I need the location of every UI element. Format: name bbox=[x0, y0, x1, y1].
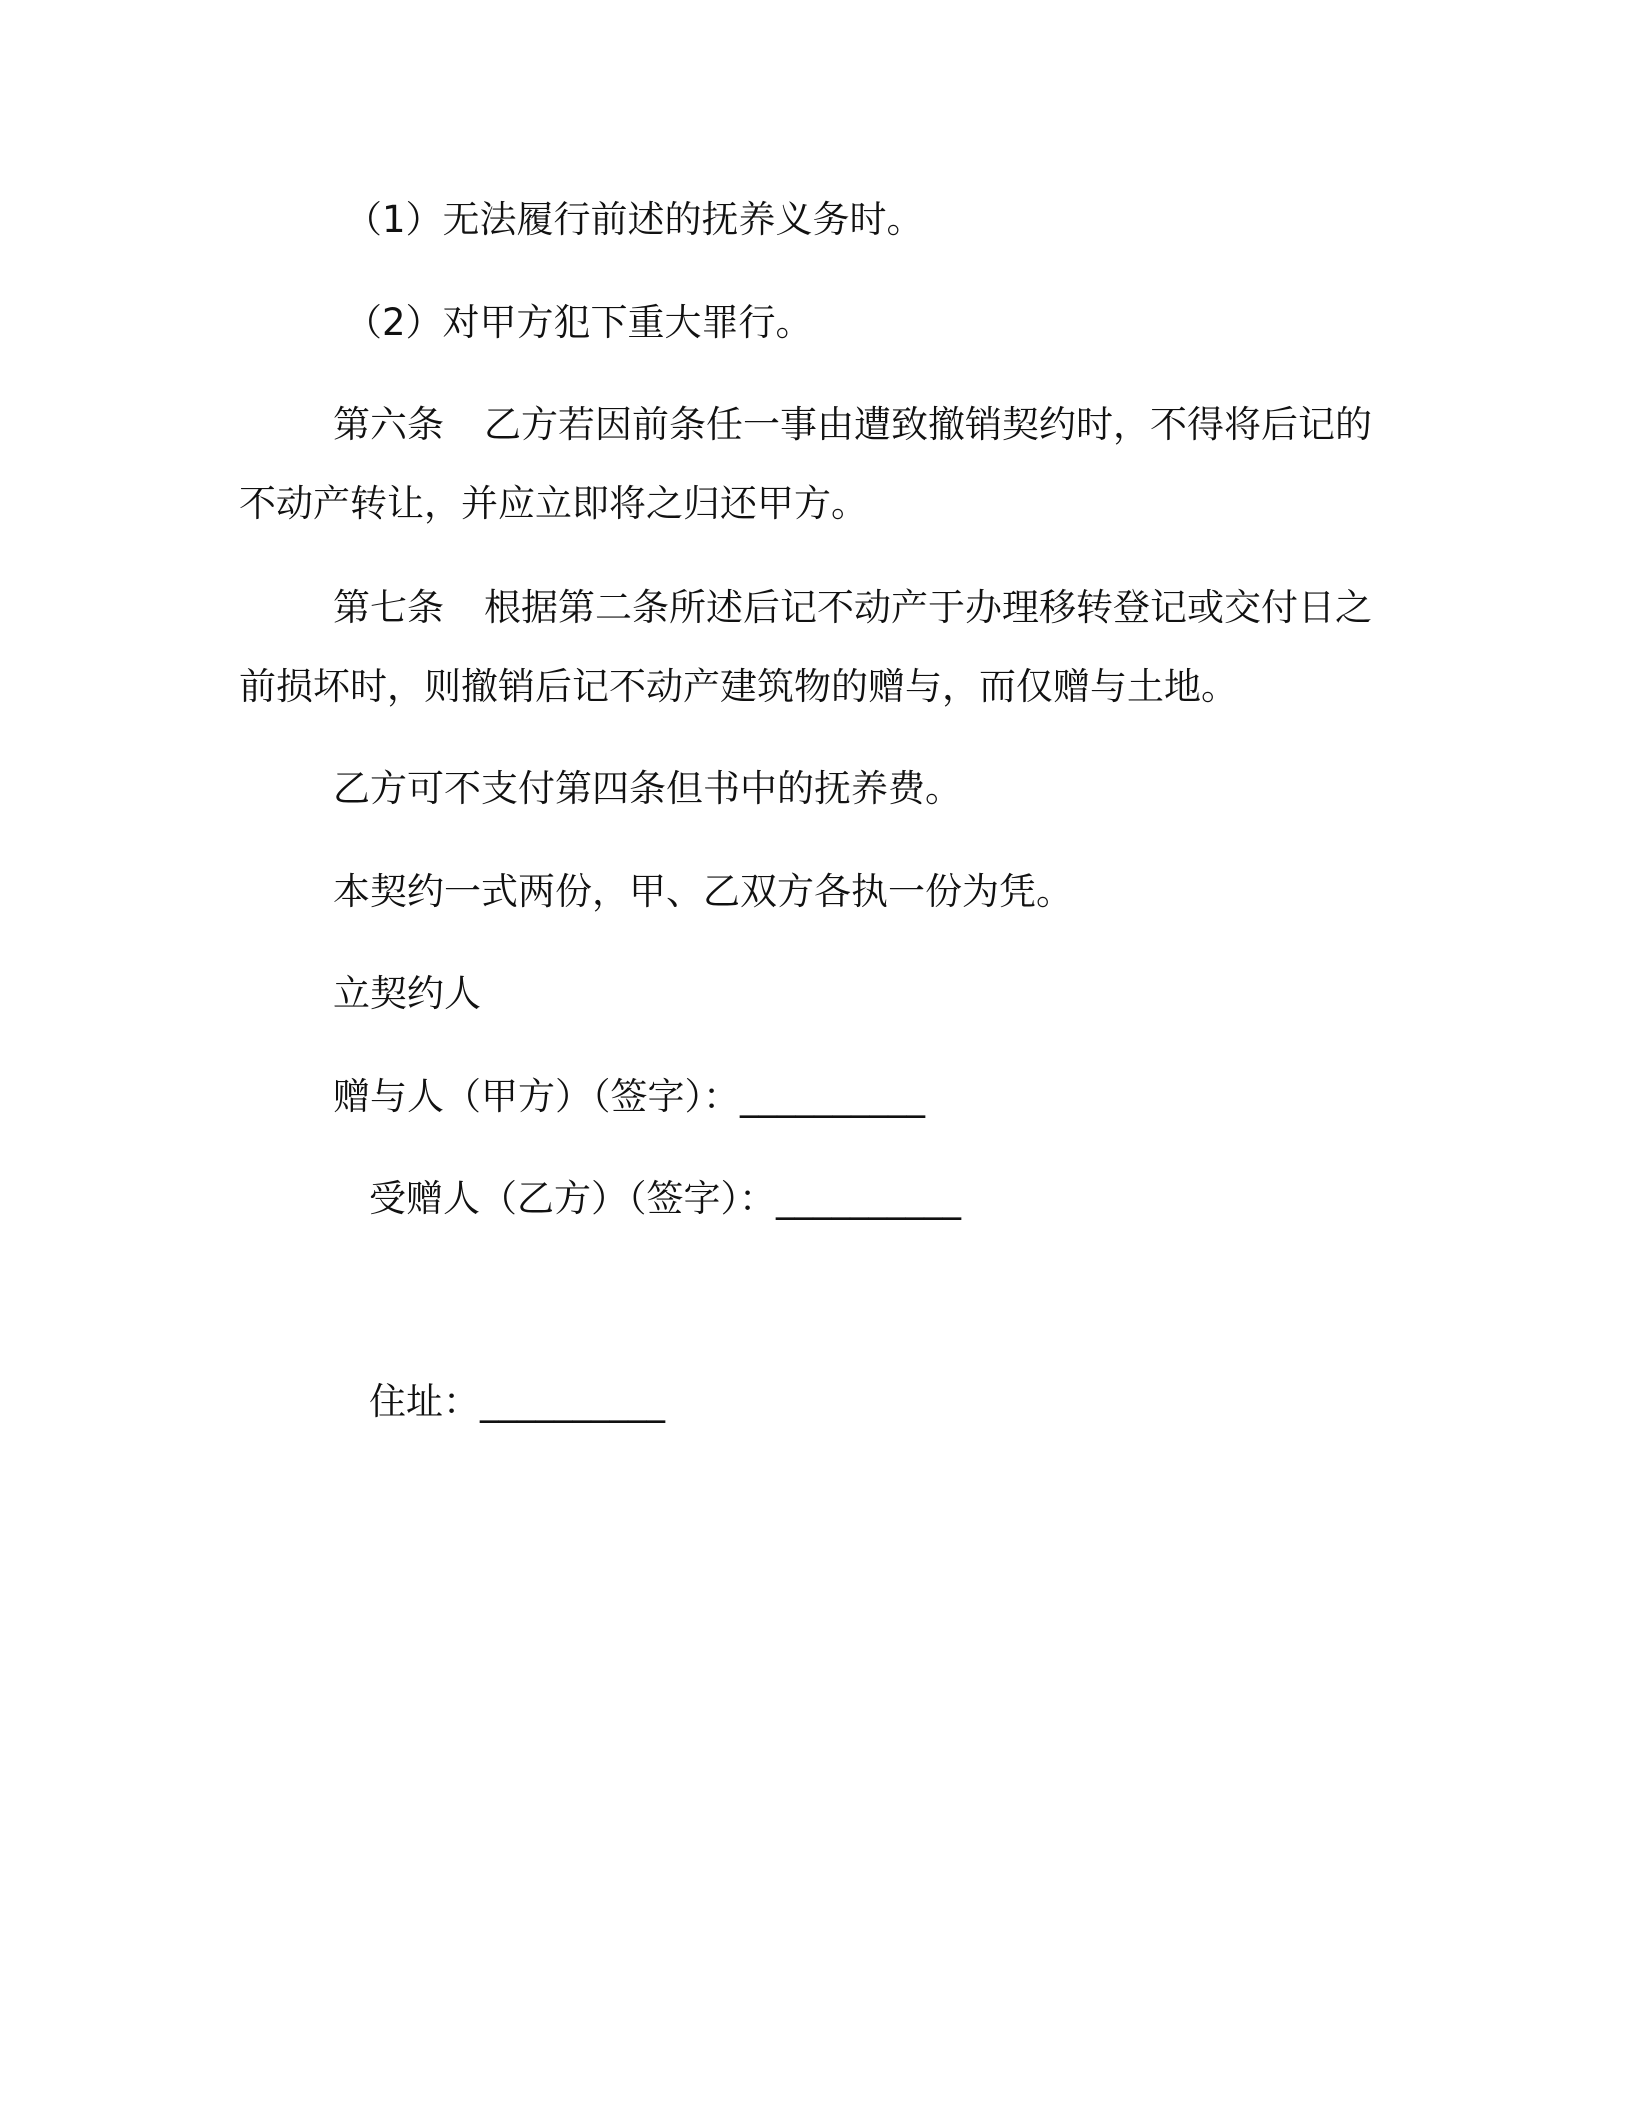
article-6-text-1: 乙方若因前条任一事由遭致撤销契约时，不得将后记的 bbox=[484, 403, 1372, 446]
donor-signature-line: 赠与人（甲方）（签字）：__________ bbox=[333, 1075, 925, 1118]
copies-paragraph: 本契约一式两份，甲、乙双方各执一份为凭。 bbox=[333, 870, 1073, 913]
article-7-line-1 bbox=[333, 584, 1372, 632]
article-7-label: 第七条 bbox=[333, 586, 444, 629]
clause-item-2: （2）对甲方犯下重大罪行。 bbox=[345, 301, 813, 344]
article-7-text-1: 根据第二条所述后记不动产于办理移转登记或交付日之 bbox=[484, 586, 1372, 629]
clause-item-1: （1）无法履行前述的抚养义务时。 bbox=[345, 198, 924, 241]
support-fee-paragraph: 乙方可不支付第四条但书中的抚养费。 bbox=[333, 767, 962, 810]
signers-heading: 立契约人 bbox=[333, 972, 481, 1015]
article-6-label: 第六条 bbox=[333, 403, 444, 446]
address-line: 住址：__________ bbox=[369, 1380, 665, 1423]
donee-signature-line: 受赠人（乙方）（签字）：__________ bbox=[369, 1177, 961, 1220]
article-6-line-2: 不动产转让，并应立即将之归还甲方。 bbox=[239, 482, 868, 525]
article-7-line-2: 前损坏时，则撤销后记不动产建筑物的赠与，而仅赠与土地。 bbox=[239, 665, 1238, 708]
article-6-line-1 bbox=[333, 401, 1372, 449]
